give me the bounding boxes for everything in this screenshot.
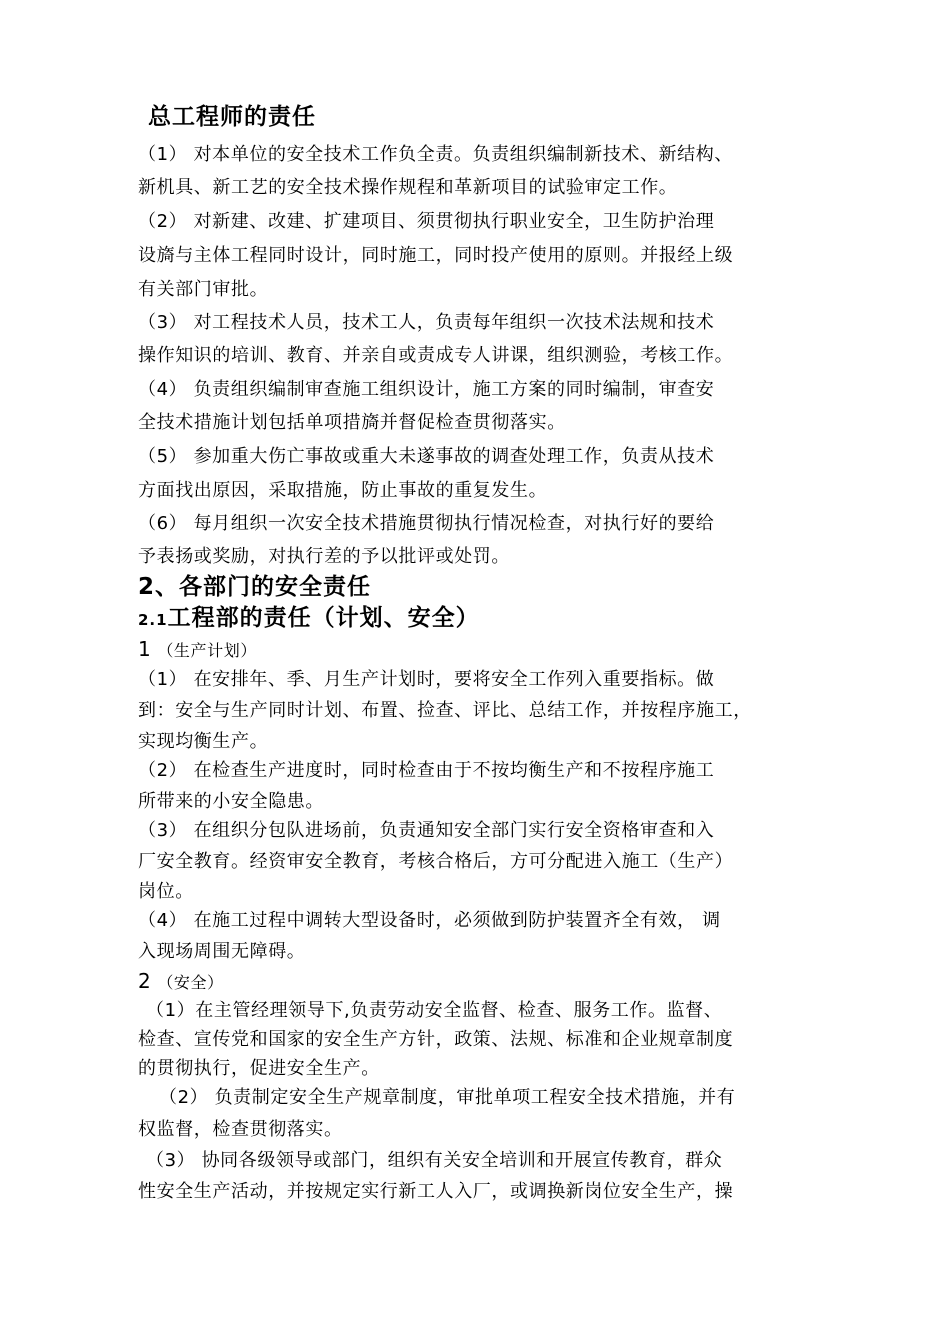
paragraph-line: 岗位。 <box>138 881 194 902</box>
paragraph-line: 实现均衡生产。 <box>138 731 269 752</box>
paragraph-line: （1） 在安排年、季、月生产计划时，要将安全工作列入重要指标。做 <box>138 669 715 690</box>
paragraph-line: 入现场周围无障碍。 <box>138 941 306 962</box>
paragraph-line: 的贯彻执行，促进安全生产。 <box>138 1058 380 1079</box>
subsection-number: 2.1 <box>138 611 168 629</box>
paragraph-line: 检查、宣传党和国家的安全生产方针，政策、法规、标准和企业规章制度 <box>138 1029 734 1050</box>
item-number: 2 <box>138 969 152 993</box>
paragraph-line: （6） 每月组织一次安全技术措施贯彻执行情况检查，对执行好的要给 <box>138 513 715 534</box>
item-number: 1 <box>138 637 152 661</box>
paragraph-line: 性安全生产活动，并按规定实行新工人入厂，或调换新岗位安全生产，操 <box>138 1181 734 1202</box>
paragraph-line: 操作知识的培训、教育、并亲自或责成专人讲课，组织测验，考核工作。 <box>138 345 734 366</box>
item-label: （安全） <box>157 973 224 992</box>
paragraph-line: （2） 对新建、改建、扩建项目、须贯彻执行职业安全，卫生防护治理 <box>138 211 715 232</box>
paragraph-line: （1）在主管经理领导下,负责劳动安全监督、检查、服务工作。监督、 <box>146 1000 723 1021</box>
paragraph-line: 所带来的小安全隐患。 <box>138 791 324 812</box>
paragraph-line: （4） 在施工过程中调转大型设备时，必须做到防护装置齐全有效， 调 <box>138 910 721 931</box>
paragraph-line: 新机具、新工艺的安全技术操作规程和革新项目的试验审定工作。 <box>138 177 678 198</box>
paragraph-line: （3） 协同各级领导或部门，组织有关安全培训和开展宣传教育，群众 <box>146 1150 723 1171</box>
item-label: （生产计划） <box>157 641 257 660</box>
section-title: 总工程师的责任 <box>148 104 316 130</box>
paragraph-line: 到：安全与生产同时计划、布置、捡查、评比、总结工作，并按程序施工， <box>138 700 752 721</box>
paragraph-line: （1） 对本单位的安全技术工作负全责。负责组织编制新技术、新结构、 <box>138 144 733 165</box>
paragraph-line: 全技术措施计划包括单项措旖并督促检查贯彻落实。 <box>138 412 566 433</box>
subsection-heading <box>138 604 480 634</box>
item-heading <box>138 638 257 662</box>
paragraph-line: （2） 负责制定安全生产规章制度，审批单项工程安全技术措施，并有 <box>159 1087 736 1108</box>
section-heading: 2、各部门的安全责任 <box>138 574 372 600</box>
subsection-title: 工程部的责任（计划、安全） <box>167 605 480 631</box>
paragraph-line: 设旖与主体工程同时设计，同时施工，同时投产使用的原则。并报经上级 <box>138 245 734 266</box>
paragraph-line: （5） 参加重大伤亡事故或重大未遂事故的调查处理工作，负责从技术 <box>138 446 715 467</box>
paragraph-line: （2） 在检查生产进度时，同时检查由于不按均衡生产和不按程序施工 <box>138 760 715 781</box>
paragraph-line: 权监督，检查贯彻落实。 <box>138 1119 343 1140</box>
paragraph-line: 方面找出原因，采取措施，防止事故的重复发生。 <box>138 480 548 501</box>
paragraph-line: （3） 对工程技术人员，技术工人，负责每年组织一次技术法规和技术 <box>138 312 715 333</box>
item-heading <box>138 970 224 994</box>
paragraph-line: （3） 在组织分包队进场前，负责通知安全部门实行安全资格审查和入 <box>138 820 715 841</box>
paragraph-line: 予表扬或奖励，对执行差的予以批评或处罚。 <box>138 546 510 567</box>
paragraph-line: （4） 负责组织编制审查施工组织设计，施工方案的同时编制，审查安 <box>138 379 715 400</box>
paragraph-line: 有关部门审批。 <box>138 279 269 300</box>
paragraph-line: 厂安全教育。经资审安全教育，考核合格后，方可分配进入施工（生产） <box>138 851 734 872</box>
